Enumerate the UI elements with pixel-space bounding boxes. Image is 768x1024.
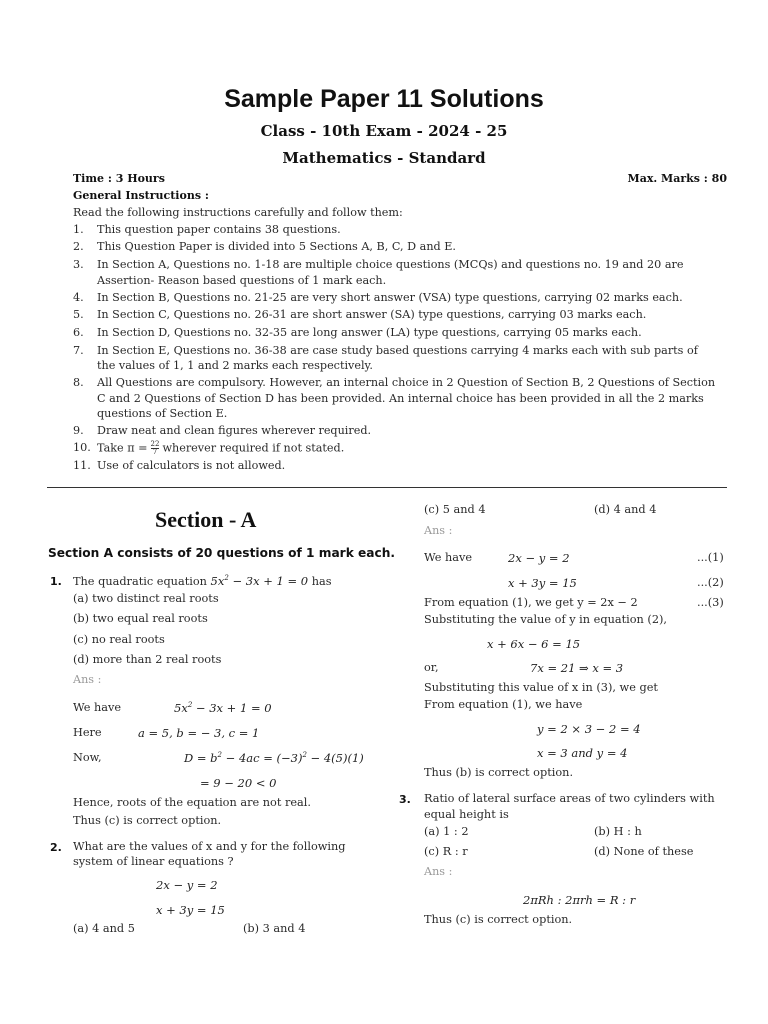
subject-line: Mathematics - Standard	[282, 149, 486, 167]
option-d: (d) None of these	[594, 845, 694, 858]
instruction-text: Assertion- Reason based questions of 1 mark each.	[97, 274, 387, 287]
answer-text: Substituting this value of x in (3), we get	[424, 681, 658, 694]
question-stem: Ratio of lateral surface areas of two cylinders with	[424, 792, 715, 805]
answer-equation: 7x = 21 ⇒ x = 3	[530, 661, 624, 675]
question-stem: equal height is	[424, 808, 509, 821]
equation-tag: ...(1)	[697, 551, 724, 564]
answer-label: Ans :	[424, 524, 453, 537]
instruction-text: In Section B, Questions no. 21-25 are very short answer (VSA) type questions, carrying 02 marks each.	[97, 291, 683, 304]
option-d: (d) 4 and 4	[594, 503, 657, 516]
instructions-intro: Read the following instructions carefully and follow them:	[73, 206, 403, 219]
answer-conclusion: Thus (b) is correct option.	[424, 766, 574, 779]
instruction-text: Use of calculators is not allowed.	[97, 459, 286, 472]
option-c: (c) no real roots	[73, 633, 165, 646]
answer-text: We have	[73, 701, 122, 714]
stem-equation: $5x^2 - 3x + 1 = 0$	[210, 574, 309, 588]
section-divider	[47, 487, 727, 488]
instruction-text	[97, 441, 344, 456]
instruction-number: 4.	[73, 291, 84, 304]
answer-equation: a = 5, b = − 3, c = 1	[138, 726, 260, 740]
instruction-number: 1.	[73, 223, 84, 236]
option-c: (c) R : r	[424, 845, 468, 858]
instruction-number: 9.	[73, 424, 84, 437]
question-number: 3.	[399, 793, 411, 806]
answer-equation: = 9 − 20 < 0	[200, 776, 277, 790]
question-stem: What are the values of x and y for the following	[73, 840, 346, 853]
instruction-text: In Section D, Questions no. 32-35 are long answer (LA) type questions, carrying 05 marks each.	[97, 326, 642, 339]
instruction-text-pre: Take π =	[97, 441, 148, 455]
answer-equation: x + 6x − 6 = 15	[487, 637, 581, 651]
instruction-text-post: wherever required if not stated.	[162, 441, 345, 455]
instruction-text: This question paper contains 38 questions.	[97, 223, 341, 236]
answer-text: Here	[73, 726, 102, 739]
answer-label: Ans :	[73, 673, 102, 686]
answer-text: Substituting the value of y in equation (2),	[424, 613, 668, 626]
general-instructions-heading: General Instructions :	[73, 189, 209, 202]
max-marks-label: Max. Marks : 80	[627, 172, 727, 185]
question-number: 2.	[50, 841, 62, 854]
time-label: Time : 3 Hours	[73, 172, 165, 185]
class-line: Class - 10th Exam - 2024 - 25	[260, 122, 508, 140]
instruction-text: In Section C, Questions no. 26-31 are short answer (SA) type questions, carrying 03 marks each.	[97, 308, 647, 321]
option-b: (b) 3 and 4	[243, 922, 306, 935]
question-stem: system of linear equations ?	[73, 855, 234, 868]
instruction-text: All Questions are compulsory. However, an internal choice in 2 Question of Section B, 2 Questions of Section	[97, 376, 716, 389]
fraction-numerator: 22	[150, 440, 160, 448]
answer-conclusion: Thus (c) is correct option.	[73, 814, 222, 827]
answer-equation: x = 3 and y = 4	[537, 746, 628, 760]
stem-equation: 2x − y = 2	[156, 878, 218, 892]
option-c: (c) 5 and 4	[424, 503, 486, 516]
equation-tag: ...(3)	[697, 596, 724, 609]
option-a: (a) 4 and 5	[73, 922, 135, 935]
pi-fraction	[151, 441, 160, 456]
option-a: (a) 1 : 2	[424, 825, 469, 838]
answer-label: Ans :	[424, 865, 453, 878]
question-stem: The quadratic equation $5x^2 - 3x + 1 = 0$ has	[73, 574, 332, 588]
instruction-number: 5.	[73, 308, 84, 321]
instruction-text: the values of 1, 1 and 2 marks each respectively.	[97, 359, 373, 372]
instruction-text: Draw neat and clean figures wherever required.	[97, 424, 372, 437]
instruction-number: 6.	[73, 326, 84, 339]
instruction-number: 11.	[73, 459, 91, 472]
instruction-text: In Section A, Questions no. 1-18 are multiple choice questions (MCQs) and questions no. 19 and 20 are	[97, 258, 684, 271]
instruction-text: In Section E, Questions no. 36-38 are case study based questions carrying 4 marks each with sub parts of	[97, 344, 698, 357]
instruction-number: 8.	[73, 376, 84, 389]
instruction-number: 7.	[73, 344, 84, 357]
instruction-number: 2.	[73, 240, 84, 253]
option-a: (a) two distinct real roots	[73, 592, 219, 605]
section-subheading: Section A consists of 20 questions of 1 mark each.	[48, 546, 396, 560]
answer-equation: x + 3y = 15	[508, 576, 577, 590]
answer-equation: 2πRh : 2πrh = R : r	[523, 893, 636, 907]
answer-text: From equation (1), we get y = 2x − 2	[424, 596, 638, 609]
instruction-number: 3.	[73, 258, 84, 271]
answer-equation: 2x − y = 2	[508, 551, 570, 565]
answer-text: Now,	[73, 751, 102, 764]
answer-equation: y = 2 × 3 − 2 = 4	[537, 722, 641, 736]
option-b: (b) two equal real roots	[73, 612, 208, 625]
question-number: 1.	[50, 575, 62, 588]
answer-text: Hence, roots of the equation are not real.	[73, 796, 311, 809]
answer-text: We have	[424, 551, 473, 564]
page-title: Sample Paper 11 Solutions	[224, 85, 544, 113]
stem-equation: x + 3y = 15	[156, 903, 225, 917]
answer-text: or,	[424, 661, 439, 674]
instruction-text: This Question Paper is divided into 5 Sections A, B, C, D and E.	[97, 240, 456, 253]
answer-conclusion: Thus (c) is correct option.	[424, 913, 573, 926]
answer-equation: $D = b^2 - 4ac = (-3)^2 - 4(5)(1)$	[184, 751, 364, 765]
instruction-text: C and 2 Questions of Section D has been provided. An internal choice has been provided in all the 2 marks	[97, 392, 704, 405]
section-heading: Section - A	[155, 507, 257, 532]
instruction-number: 10.	[73, 441, 91, 454]
answer-text: From equation (1), we have	[424, 698, 583, 711]
answer-equation: $5x^2 - 3x + 1 = 0$	[174, 701, 272, 715]
fraction-denominator: 7	[152, 448, 158, 456]
equation-tag: ...(2)	[697, 576, 724, 589]
option-b: (b) H : h	[594, 825, 642, 838]
instruction-text: questions of Section E.	[97, 407, 228, 420]
option-d: (d) more than 2 real roots	[73, 653, 222, 666]
